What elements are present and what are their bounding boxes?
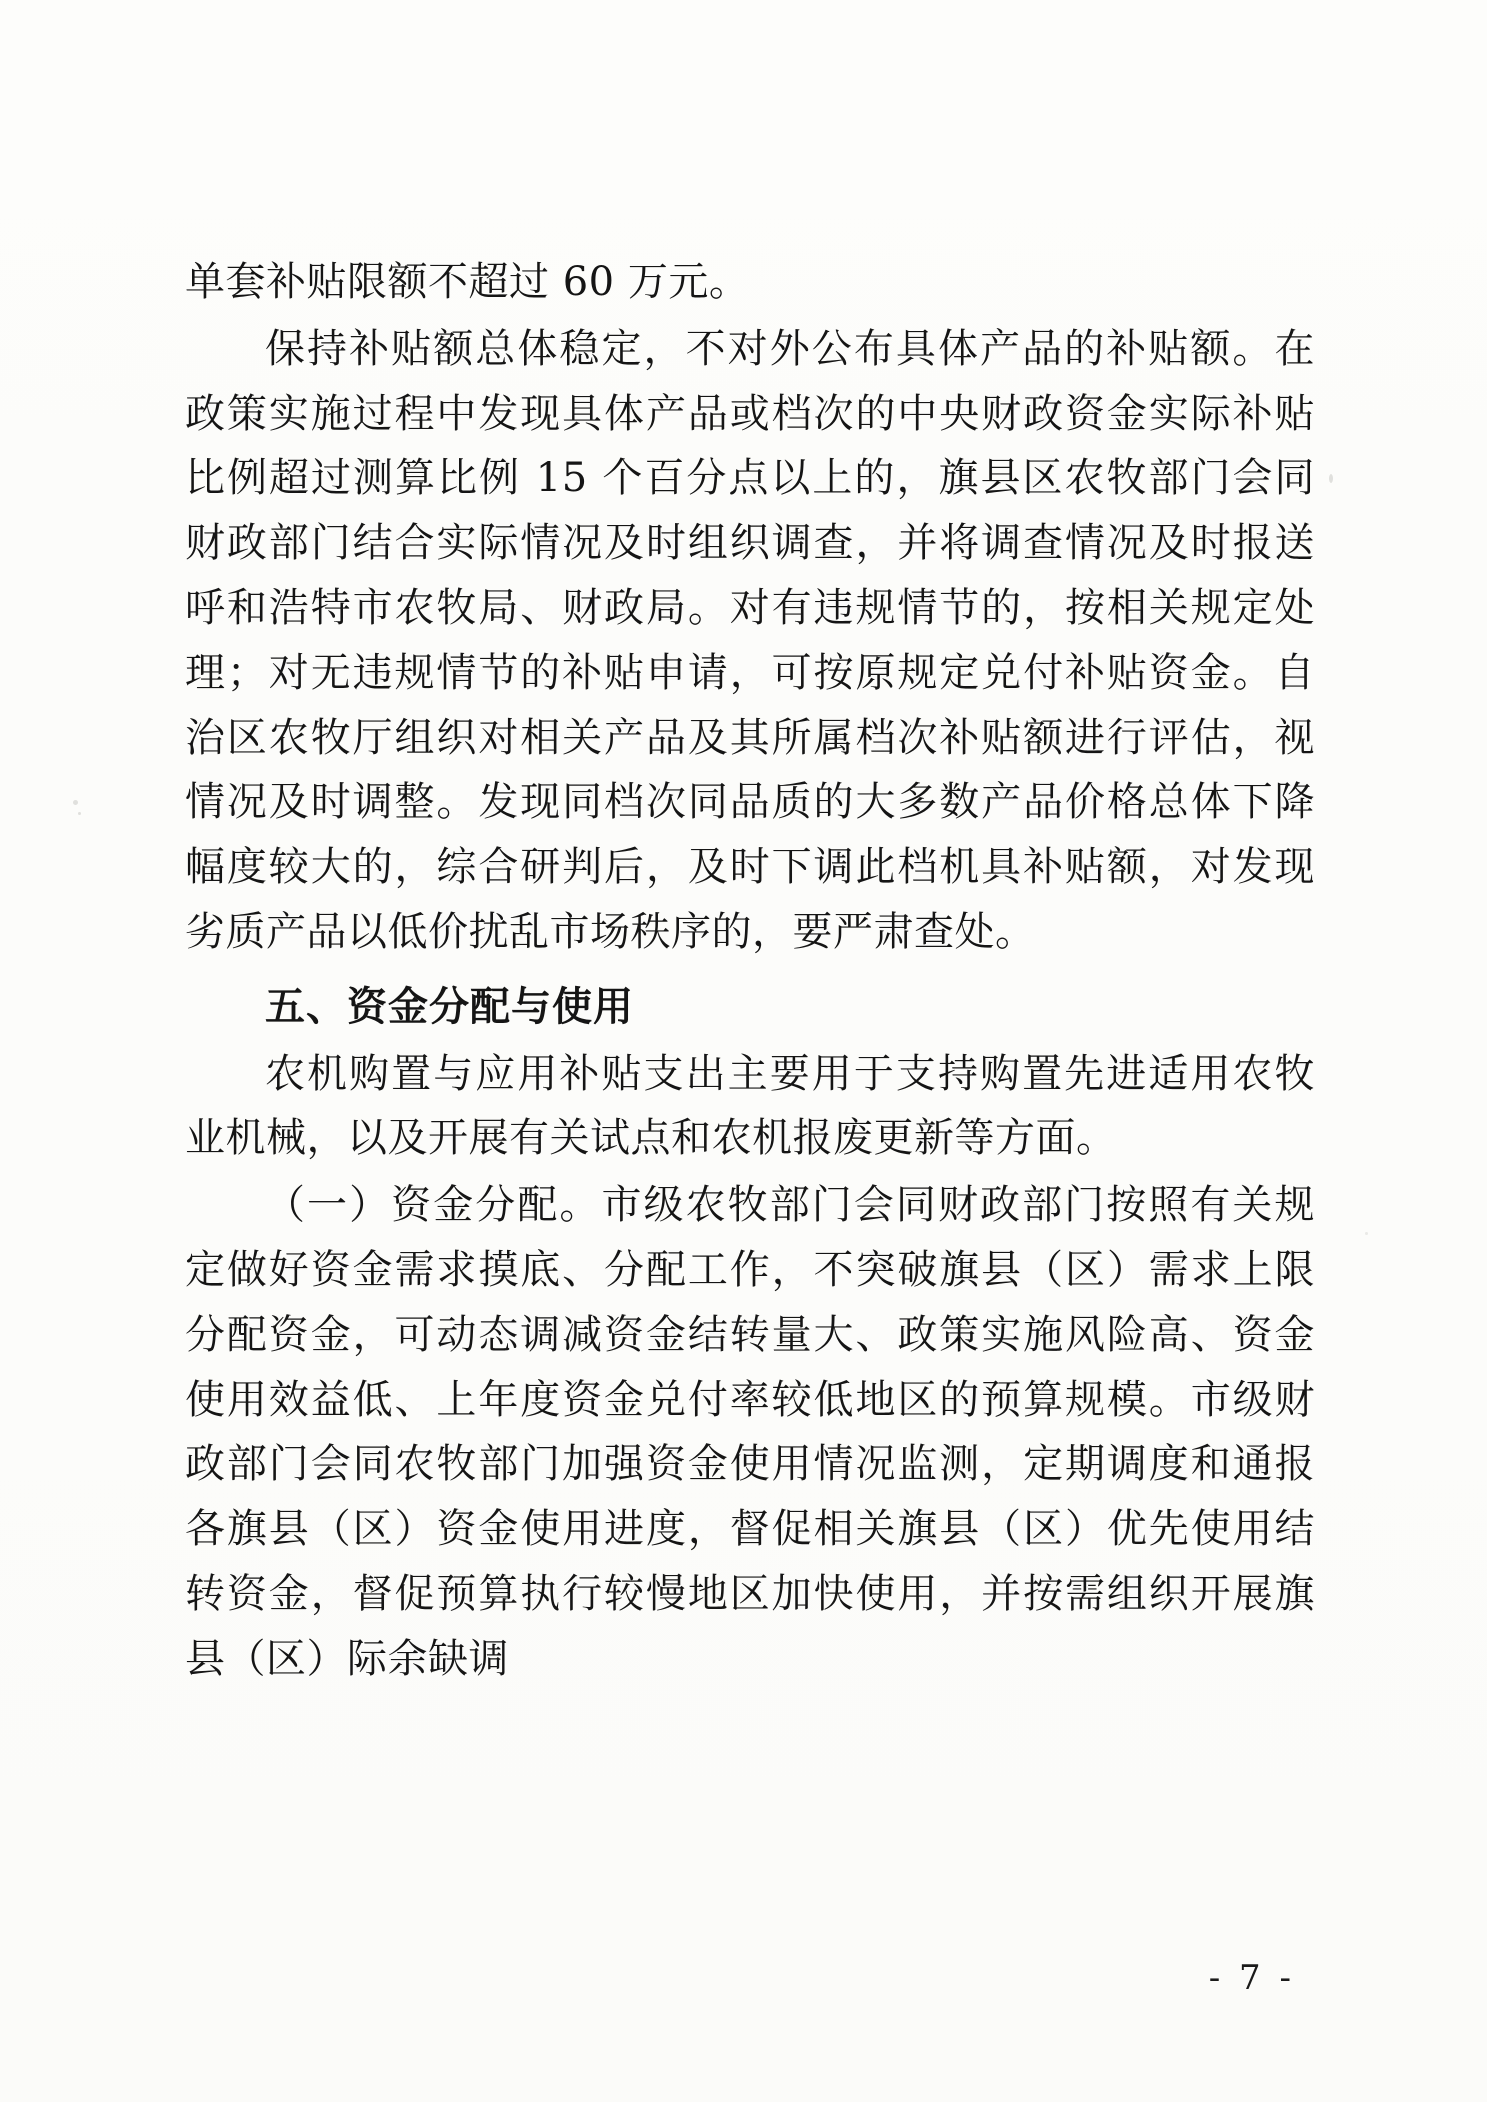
page-text-block: [185, 250, 1315, 1694]
scan-speck: [1329, 474, 1333, 483]
paragraph-4: 农机购置与应用补贴支出主要用于支持购置先进适用农牧业机械，以及开展有关试点和农机报废更新等方面。: [185, 1050, 1315, 1162]
paragraph-2: 保持补贴额总体稳定，不对外公布具体产品的补贴额。在政策实施过程中发现具体产品或档次的中央财政资金实际补贴比例超过测算比例 15 个百分点以上的，旗县区农牧部门会同财政部门结合实际情况及时组织调查，并将调查情况及时报送呼和浩特市农牧局、财政局。对有违规情节的，按相关规定处理；对无违规情节的补贴申请，可按原规定兑付补贴资金。自治区农牧厅组织对相关产品及其所属档次补贴额进行评估，视情况及时调整。发现同档次同品质的大多数产品价格总体下降幅度较大的，综合研判后，及时下调此档机具补贴额，对发现劣质产品以低价扰乱市场秩序的，要严肃查处。: [185, 325, 1315, 955]
scan-speck: [78, 812, 81, 815]
section-heading-five: 五、资金分配与使用: [265, 982, 634, 1030]
paragraph-1: 单套补贴限额不超过 60 万元。: [185, 259, 750, 305]
paragraph-5: （一）资金分配。市级农牧部门会同财政部门按照有关规定做好资金需求摸底、分配工作，不突破旗县（区）需求上限分配资金，可动态调减资金结转量大、政策实施风险高、资金使用效益低、上年度资金兑付率较低地区的预算规模。市级财政部门会同农牧部门加强资金使用情况监测，定期调度和通报各旗县（区）资金使用进度，督促相关旗县（区）优先使用结转资金，督促预算执行较慢地区加快使用，并按需组织开展旗县（区）际余缺调: [185, 1182, 1315, 1682]
scan-speck: [73, 800, 78, 805]
document-body: [185, 250, 1315, 1692]
page-number: - 7 -: [1208, 1958, 1295, 1998]
scan-speck: [1365, 1232, 1368, 1235]
